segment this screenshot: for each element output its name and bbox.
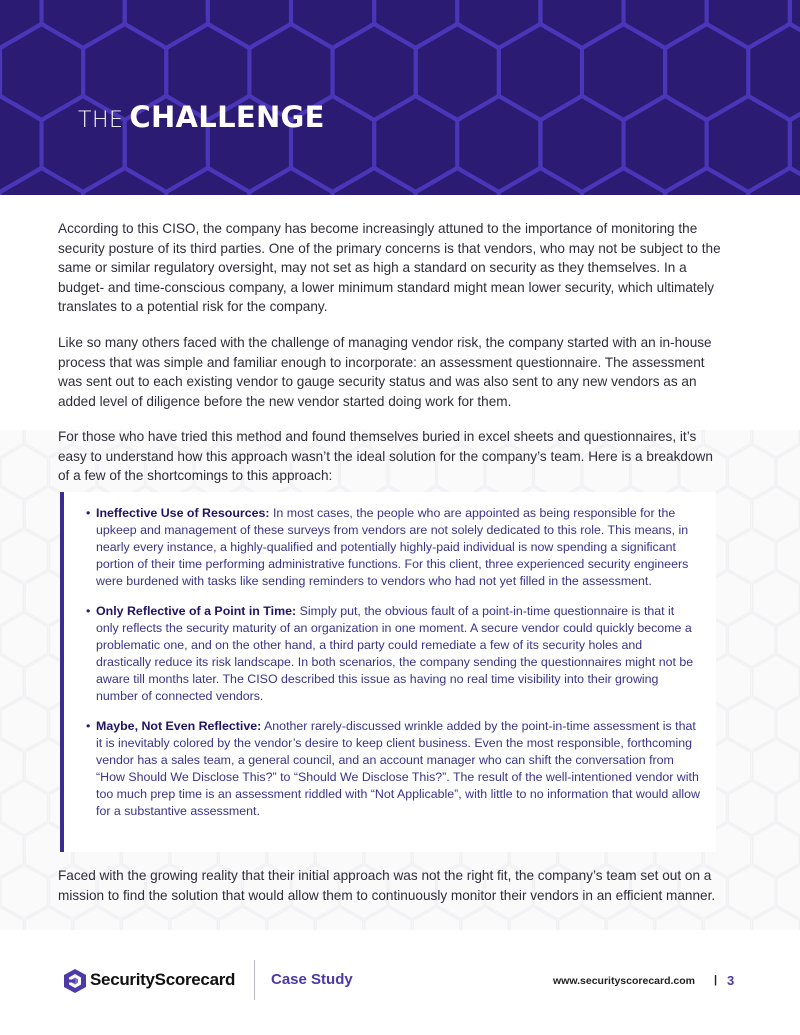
bullet-dot: • <box>86 506 91 520</box>
footer-divider <box>254 960 255 1000</box>
paragraph-conclusion <box>58 866 726 905</box>
paragraph-text: According to this CISO, the company has become increasingly attuned to the importance of monitoring the security posture of its third parties. One of the primary concerns is that vendors, who may not be subject to the same or similar regulatory oversight, may not set as high a standard on security as they themselves. In a budget- and time-conscious company, a lower minimum standard might mean lower security, which ultimately translates to a potential risk for the company. <box>58 221 721 314</box>
paragraph-text: Faced with the growing reality that their initial approach was not the right fit, the company’s team set out on a mission to find the solution that would allow them to continuously monitor their vendors in an efficient manner. <box>58 868 716 903</box>
bullet-dot: • <box>86 604 91 618</box>
page-footer <box>0 955 800 1005</box>
paragraph-shortcomings-intro <box>58 427 726 486</box>
page-number: 3 <box>727 973 735 988</box>
hexagon-pattern <box>0 0 800 195</box>
title-main: CHALLENGE <box>129 100 325 134</box>
paragraph-text: For those who have tried this method and found themselves buried in excel sheets and questionnaires, it’s easy to understand how this approach wasn’t the ideal solution for the company’s team. Here is a breakdown of a few of the shortcomings to this approach: <box>58 429 713 483</box>
paragraph-text: Like so many others faced with the challenge of managing vendor risk, the company started with an in-house process that was simple and familiar enough to incorporate: an assessment questionnaire. The assessment was sent out to each existing vendor to gauge security status and was also sent to any new vendors as an added level of diligence before the new vendor started doing work for them. <box>58 335 712 409</box>
bullet-dot: • <box>86 719 91 733</box>
page-title <box>78 100 325 134</box>
bullet-item <box>86 505 700 590</box>
footer-separator: | <box>714 974 718 986</box>
bullet-lead: Only Reflective of a Point in Time: <box>96 604 297 618</box>
paragraph-intro <box>58 219 726 317</box>
paragraph-process <box>58 333 726 411</box>
header-banner <box>0 0 800 195</box>
logo-wordmark: SecurityScorecard <box>90 970 236 989</box>
title-prefix: THE <box>78 108 124 133</box>
bullet-lead: Ineffective Use of Resources: <box>96 506 270 520</box>
website-link[interactable]: www.securityscorecard.com <box>553 975 696 987</box>
shortcomings-callout <box>60 492 716 852</box>
bullet-text: Another rarely-discussed wrinkle added by the point-in-time assessment is that it is inevitably colored by the vendor’s desire to keep client business. Even the most responsible, forthcoming vendor has a sales team, a general council, and an account manager who can shift the conversation from “How Should We Disclose This?” to “Should We Disclose This?”. The result of the well-intentioned vendor with too much prep time is an assessment riddled with “Not Applicable”, with little to no information that would allow for a substantive assessment. <box>96 719 700 818</box>
securityscorecard-logo-icon <box>63 968 87 994</box>
bullet-lead: Maybe, Not Even Reflective: <box>96 719 262 733</box>
document-type-label: Case Study <box>271 971 353 988</box>
bullet-text: In most cases, the people who are appointed as being responsible for the upkeep and management of these surveys from vendors are not solely dedicated to this role. This means, in nearly every instance, a highly-qualified and potentially highly-paid individual is now spending a significant portion of their time performing administrative functions. For this client, three experienced security engineers were burdened with tasks like sending reminders to vendors who had not yet filled in the assessment. <box>96 506 689 588</box>
bullet-text: Simply put, the obvious fault of a point-in-time questionnaire is that it only reflects the security maturity of an organization in one moment. A secure vendor could quickly become a problematic one, and on the other hand, a third party could remediate a few of its security holes and drastically reduce its risk landscape. In both scenarios, the company sending the questionnaires might not be aware till months later. The CISO described this issue as having no real time visibility into their growing number of connected vendors. <box>96 604 694 703</box>
bullet-item <box>86 718 700 820</box>
bullet-item <box>86 603 700 705</box>
